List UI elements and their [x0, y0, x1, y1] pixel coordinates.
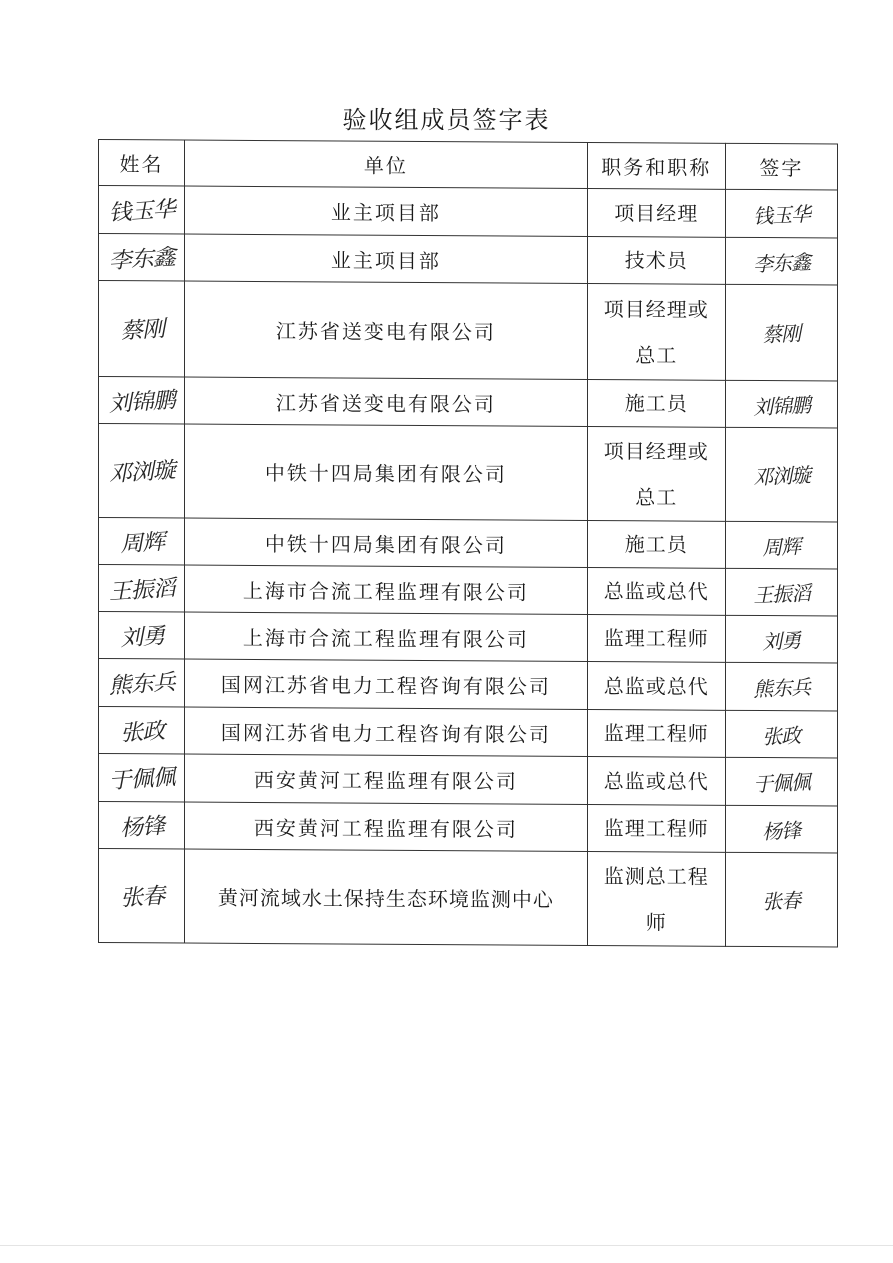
- handwritten-signature: 杨锋: [761, 817, 802, 844]
- position-cell: 项目经理或总工: [587, 283, 725, 380]
- signature-cell: [725, 284, 837, 381]
- handwritten-signature: 周辉: [761, 533, 802, 560]
- table-row: [99, 612, 838, 664]
- signature-cell: [725, 189, 837, 238]
- position-cell: 总监或总代: [587, 756, 725, 805]
- unit-cell: 业主项目部: [185, 234, 588, 283]
- position-cell: 监理工程师: [587, 709, 725, 757]
- name-cell: [99, 612, 185, 660]
- handwritten-signature: 熊东兵: [752, 674, 811, 702]
- header-position: 职务和职称: [587, 142, 725, 189]
- handwritten-name: 熊东兵: [107, 670, 176, 700]
- header-unit: 单位: [185, 140, 588, 188]
- handwritten-name: 王振滔: [107, 575, 176, 605]
- name-cell: [99, 186, 185, 235]
- table-row: [99, 377, 838, 429]
- unit-cell: 业主项目部: [185, 186, 588, 236]
- position-cell: 项目经理或总工: [587, 426, 725, 521]
- handwritten-signature: 张政: [761, 722, 802, 749]
- handwritten-signature: 邓浏璇: [752, 462, 811, 490]
- header-signature: 签字: [725, 143, 837, 190]
- name-cell: [99, 424, 185, 519]
- name-cell: [99, 281, 185, 378]
- position-cell: 总监或总代: [587, 567, 725, 615]
- handwritten-name: 钱玉华: [107, 197, 176, 227]
- handwritten-name: 蔡刚: [118, 316, 165, 345]
- table-row: [99, 659, 838, 712]
- signature-cell: [725, 237, 837, 285]
- name-cell: [99, 518, 185, 566]
- handwritten-signature: 蔡刚: [761, 321, 802, 348]
- table-row: [99, 186, 838, 239]
- handwritten-signature: 于佩佩: [752, 769, 811, 797]
- table-row: [99, 234, 838, 286]
- handwritten-name: 杨锋: [118, 813, 165, 842]
- signature-cell: [725, 662, 837, 711]
- handwritten-signature: 钱玉华: [752, 201, 811, 229]
- position-cell: 监理工程师: [587, 804, 725, 852]
- name-cell: [99, 754, 185, 803]
- position-cell: 施工员: [587, 379, 725, 427]
- name-cell: [99, 565, 185, 613]
- table-row: [99, 849, 838, 948]
- unit-cell: 国网江苏省电力工程咨询有限公司: [185, 659, 588, 709]
- unit-cell: 上海市合流工程监理有限公司: [185, 565, 588, 614]
- position-cell: 监理工程师: [587, 614, 725, 662]
- header-name: 姓名: [99, 140, 185, 187]
- signature-cell: [725, 852, 837, 947]
- handwritten-signature: 刘勇: [761, 627, 802, 654]
- signature-cell: [725, 757, 837, 806]
- signature-table: [98, 139, 838, 948]
- handwritten-signature: 王振滔: [752, 580, 811, 607]
- name-cell: [99, 849, 185, 944]
- name-cell: [99, 377, 185, 425]
- handwritten-name: 张政: [118, 718, 165, 747]
- unit-cell: 西安黄河工程监理有限公司: [185, 802, 588, 851]
- scan-edge-line: [0, 1245, 893, 1246]
- position-cell: 监测总工程师: [587, 851, 725, 946]
- unit-cell: 西安黄河工程监理有限公司: [185, 754, 588, 804]
- handwritten-signature: 李东鑫: [752, 249, 811, 276]
- position-cell: 项目经理: [587, 188, 725, 237]
- signature-cell: [725, 615, 837, 663]
- handwritten-name: 刘锦鹏: [107, 387, 176, 417]
- unit-cell: 江苏省送变电有限公司: [185, 377, 588, 426]
- table-row: [99, 802, 838, 854]
- handwritten-name: 刘勇: [118, 623, 165, 652]
- table-row: [99, 565, 838, 617]
- signature-cell: [725, 568, 837, 616]
- unit-cell: 江苏省送变电有限公司: [185, 281, 588, 379]
- unit-cell: 中铁十四局集团有限公司: [185, 424, 588, 520]
- position-cell: 技术员: [587, 236, 725, 284]
- signature-cell: [725, 710, 837, 758]
- handwritten-signature: 张春: [761, 888, 802, 915]
- handwritten-name: 周辉: [118, 529, 165, 558]
- handwritten-name: 张春: [118, 883, 165, 912]
- page-title: 验收组成员签字表: [342, 106, 551, 134]
- table-row: [99, 707, 838, 759]
- name-cell: [99, 707, 185, 755]
- signature-cell: [725, 380, 837, 428]
- table-row: [99, 754, 838, 807]
- position-cell: 施工员: [587, 520, 725, 568]
- handwritten-name: 邓浏璇: [107, 458, 176, 488]
- signature-cell: [725, 427, 837, 522]
- table-row: [99, 518, 838, 570]
- handwritten-signature: 刘锦鹏: [752, 392, 811, 419]
- table-row: [99, 424, 838, 523]
- name-cell: [99, 234, 185, 282]
- unit-cell: 国网江苏省电力工程咨询有限公司: [185, 707, 588, 756]
- table-row: [99, 281, 838, 382]
- unit-cell: 中铁十四局集团有限公司: [185, 518, 588, 567]
- unit-cell: 黄河流域水土保持生态环境监测中心: [185, 849, 588, 945]
- name-cell: [99, 802, 185, 850]
- signature-cell: [725, 521, 837, 569]
- name-cell: [99, 659, 185, 708]
- signature-cell: [725, 805, 837, 853]
- position-cell: 总监或总代: [587, 661, 725, 710]
- unit-cell: 上海市合流工程监理有限公司: [185, 612, 588, 661]
- handwritten-name: 于佩佩: [107, 765, 176, 795]
- handwritten-name: 李东鑫: [107, 244, 176, 274]
- header-row: [99, 140, 838, 191]
